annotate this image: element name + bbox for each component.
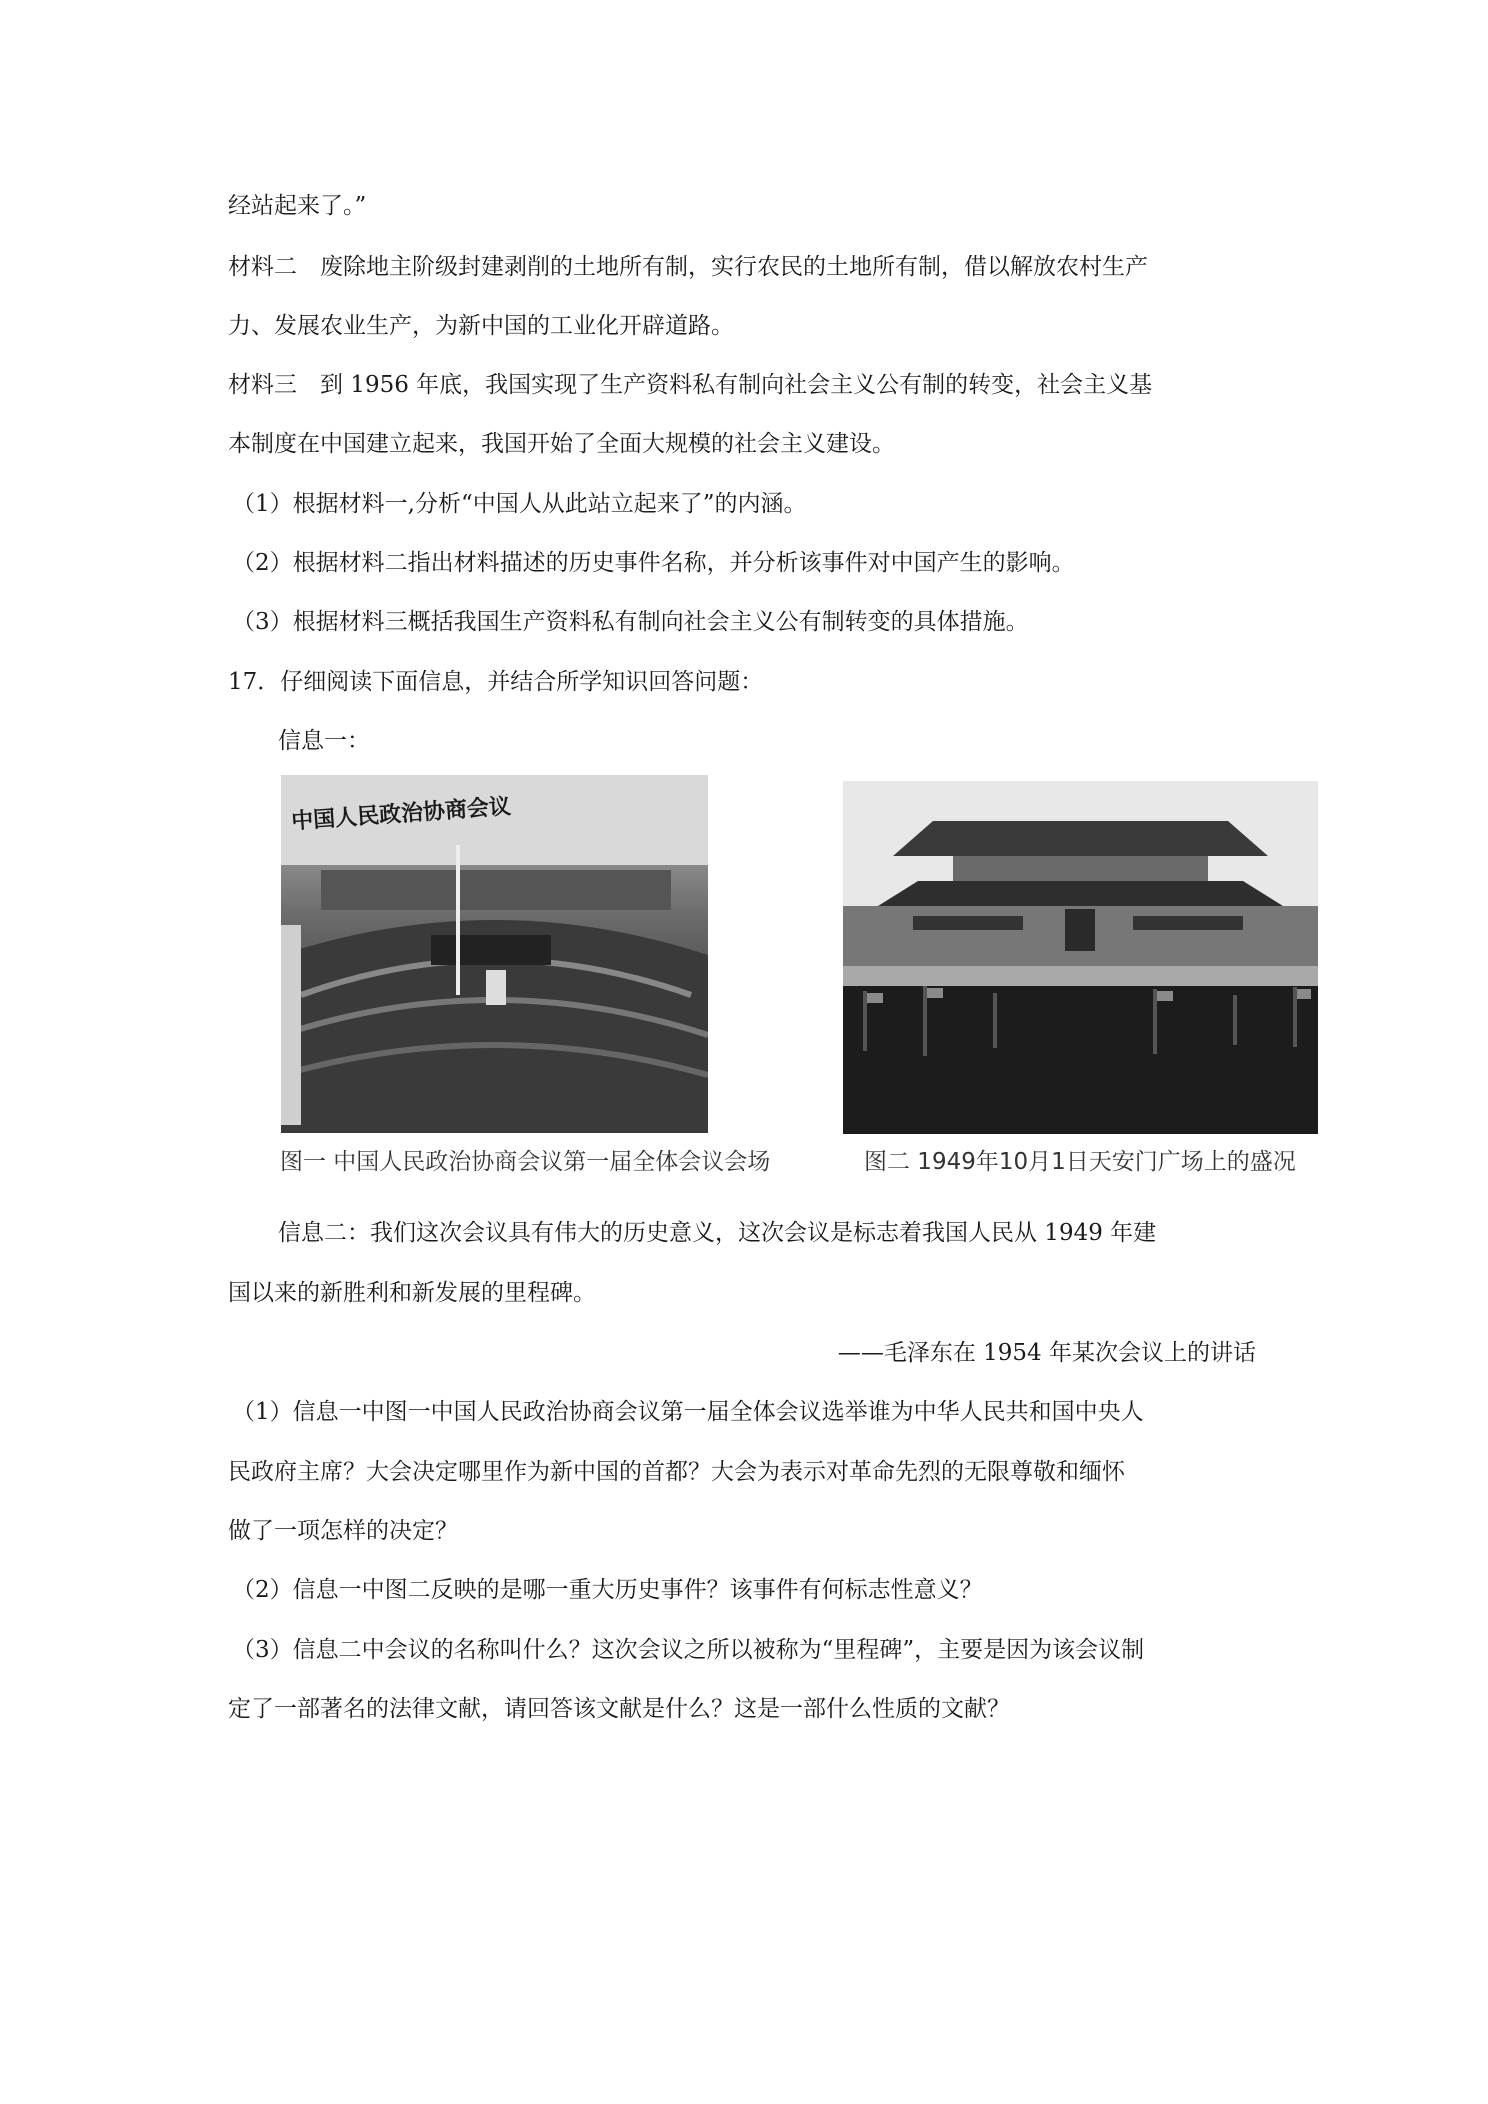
question-17-1-line-2: 民政府主席？大会决定哪里作为新中国的首都？大会为表示对革命先烈的无限尊敬和缅怀: [228, 1459, 1125, 1485]
question-16-1: （1）根据材料一,分析“中国人从此站立起来了”的内涵。: [232, 491, 807, 517]
info-two-line-1: 信息二：我们这次会议具有伟大的历史意义，这次会议是标志着我国人民从 1949 年建: [278, 1220, 1157, 1246]
material-two-line-2: 力、发展农业生产，为新中国的工业化开辟道路。: [228, 313, 734, 339]
figure-one-caption: 图一 中国人民政治协商会议第一届全体会议会场: [280, 1149, 771, 1175]
question-17-3-line-2: 定了一部著名的法律文献，请回答该文献是什么？这是一部什么性质的文献？: [228, 1696, 1010, 1722]
cppcc-hall-photo: [281, 775, 708, 1133]
question-16-2: （2）根据材料二指出材料描述的历史事件名称，并分析该事件对中国产生的影响。: [232, 550, 1075, 576]
question-17-3-line-1: （3）信息二中会议的名称叫什么？这次会议之所以被称为“里程碑”，主要是因为该会议制: [232, 1637, 1145, 1663]
hall-banner-text: 中国人民政治协商会议: [290, 794, 512, 835]
tiananmen-ceremony-photo: [843, 781, 1318, 1134]
question-17-heading: 17．仔细阅读下面信息，并结合所学知识回答问题：: [228, 669, 764, 695]
text-line-1: 经站起来了。”: [228, 193, 367, 219]
quote-attribution: ——毛泽东在 1954 年某次会议上的讲话: [837, 1340, 1256, 1366]
figure-two-caption: 图二 1949年10月1日天安门广场上的盛况: [864, 1149, 1296, 1175]
question-17-2: （2）信息一中图二反映的是哪一重大历史事件？该事件有何标志性意义？: [232, 1577, 983, 1603]
material-two-line-1: 材料二 废除地主阶级封建剥削的土地所有制，实行农民的土地所有制，借以解放农村生产: [228, 254, 1148, 280]
question-17-1-line-1: （1）信息一中图一中国人民政治协商会议第一届全体会议选举谁为中华人民共和国中央人: [232, 1399, 1144, 1425]
material-three-line-2: 本制度在中国建立起来，我国开始了全面大规模的社会主义建设。: [228, 431, 895, 457]
material-three-line-1: 材料三 到 1956 年底，我国实现了生产资料私有制向社会主义公有制的转变，社会主义基: [228, 372, 1153, 398]
info-one-label: 信息一：: [278, 728, 370, 754]
question-16-3: （3）根据材料三概括我国生产资料私有制向社会主义公有制转变的具体措施。: [232, 609, 1029, 635]
question-17-1-line-3: 做了一项怎样的决定？: [228, 1518, 458, 1544]
info-two-line-2: 国以来的新胜利和新发展的里程碑。: [228, 1280, 596, 1306]
